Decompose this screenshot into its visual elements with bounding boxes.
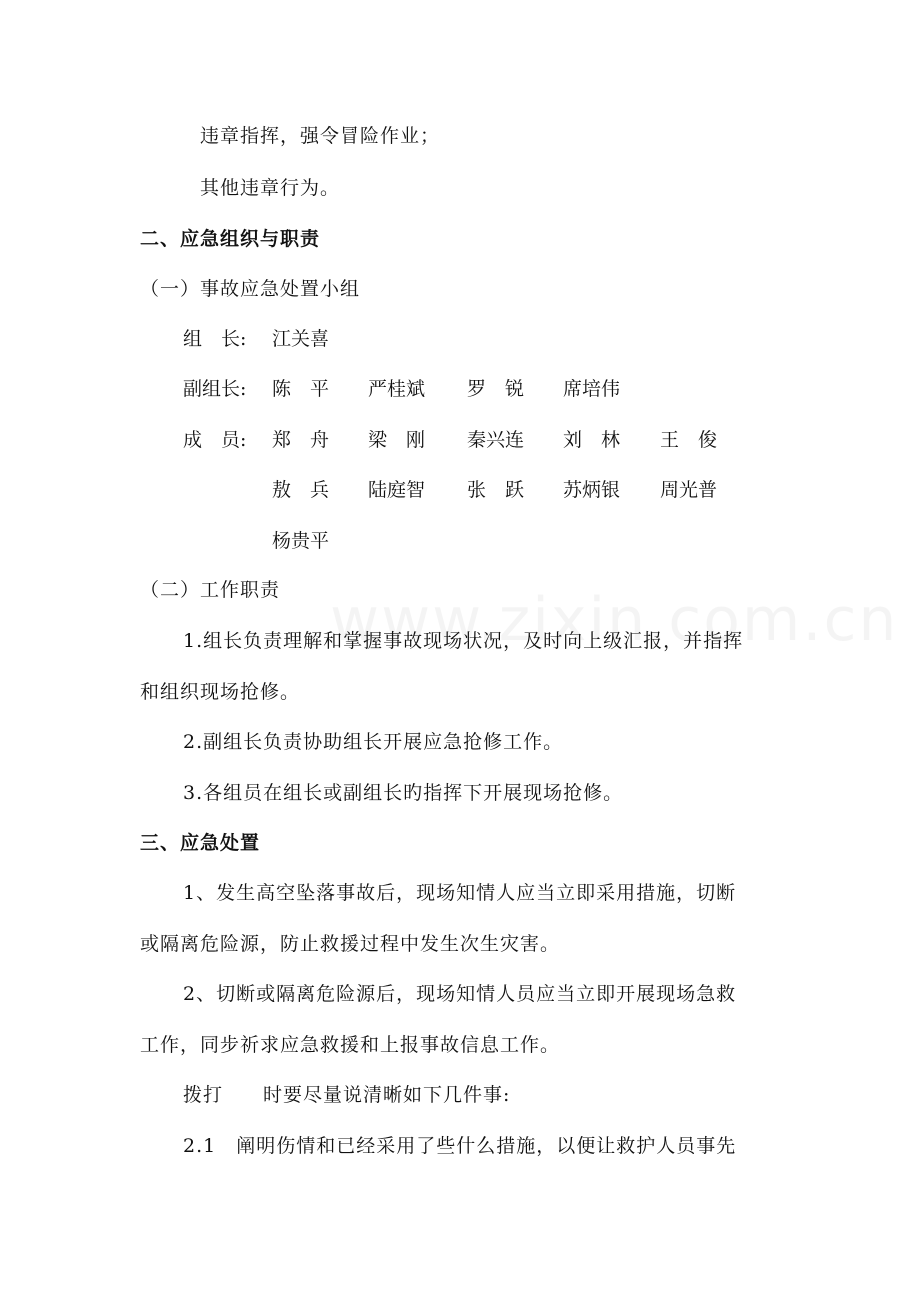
member-name: 苏炳银: [563, 479, 621, 501]
member-name: 郑 舟: [272, 429, 330, 451]
member-name: 秦兴连: [467, 429, 525, 451]
deputy-name: 罗 锐: [467, 378, 525, 400]
deputy-name: 席培伟: [563, 378, 621, 400]
response-2-line-1: 2、切断或隔离危险源后，现场知情人员应当立即开展现场急救: [183, 983, 737, 1005]
paragraph-other-violations: 其他违章行为。: [200, 177, 341, 199]
member-name: 周光普: [660, 479, 718, 501]
member-name: 敖 兵: [272, 479, 330, 501]
member-name: 杨贵平: [272, 530, 330, 552]
subsection-heading-team: （一）事故应急处置小组: [140, 278, 361, 300]
member-name: 王 俊: [660, 429, 718, 451]
response-1-line-2: 或隔离危险源，防止救援过程中发生次生灾害。: [140, 933, 561, 955]
leader-label: 组 长:: [183, 328, 247, 350]
response-2-1: 2.1 阐明伤情和已经采用了些什么措施，以便让救护人员事先: [183, 1135, 737, 1157]
member-name: 刘 林: [563, 429, 621, 451]
paragraph-violation-command: 违章指挥，强令冒险作业；: [200, 125, 441, 147]
section-heading-response: 三、应急处置: [140, 832, 261, 854]
member-name: 张 跃: [467, 479, 525, 501]
deputy-name: 严桂斌: [368, 378, 426, 400]
section-heading-organization: 二、应急组织与职责: [140, 228, 321, 250]
response-1-line-1: 1、发生高空坠落事故后，现场知情人应当立即采用措施，切断: [183, 882, 737, 904]
duty-1-line-2: 和组织现场抢修。: [140, 681, 301, 703]
duty-3: 3.各组员在组长或副组长旳指挥下开展现场抢修。: [183, 782, 624, 804]
subsection-heading-duties: （二）工作职责: [140, 579, 281, 601]
leader-name: 江关喜: [272, 328, 330, 350]
deputy-label: 副组长:: [183, 378, 247, 400]
call-instructions: 拨打 时要尽量说清晰如下几件事:: [183, 1084, 511, 1106]
member-name: 陆庭智: [368, 479, 426, 501]
duty-2: 2.副组长负责协助组长开展应急抢修工作。: [183, 731, 564, 753]
response-2-line-2: 工作，同步祈求应急救援和上报事故信息工作。: [140, 1034, 561, 1056]
member-name: 梁 刚: [368, 429, 426, 451]
duty-1-line-1: 1.组长负责理解和掌握事故现场状况，及时向上级汇报，并指挥: [183, 630, 744, 652]
members-label: 成 员:: [183, 429, 247, 451]
deputy-name: 陈 平: [272, 378, 330, 400]
